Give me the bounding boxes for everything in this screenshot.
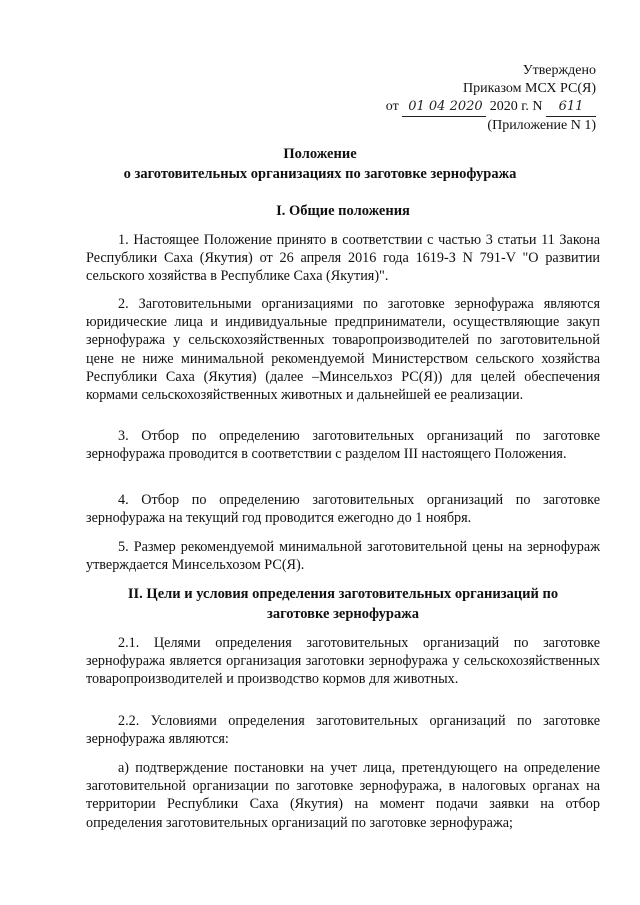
approval-line-approved: Утверждено [522,63,596,78]
paragraph-2: 2. Заготовительными организациями по заготовке зернофуража являются юридические лица и индивидуальные предприниматели, осуществляющие закуп зернофуража у сельскохозяйственных товаропроизводителей по заготовительной цене не ниже минимальной рекомендуемой Министерством сельского хозяйства Республики Саха (Якутия) (далее –Минсельхоз РС(Я)) для целей обеспечения кормами сельскохозяйственных животных и дальнейшей ее реализации. [86,296,600,404]
handwritten-order-number: 611 [546,98,596,117]
paragraph-3: 3. Отбор по определению заготовительных организаций по заготовке зернофуража проводится в соответствии с разделом III настоящего Положения. [86,428,600,463]
section-1-heading: I. Общие положения [276,203,410,219]
document-subtitle: о заготовительных организациях по заготовке зернофуража [123,166,517,182]
handwritten-date: 01 04 2020 [402,98,486,117]
paragraph-2-2-a: а) подтверждение постановки на учет лица, претендующего на определение заготовительной организации по заготовке зернофуража, в налоговых органах на территории Республики Саха (Якутия) на момент подачи заявки на отбор определения заготовительных организаций по заготовке зернофуража; [86,760,600,831]
approval-ot-label: от [385,99,399,114]
section-2-heading-line-2: заготовке зернофуража [267,606,419,622]
document-title: Положение [283,146,357,162]
section-2-heading-line-1: II. Цели и условия определения заготовительных организаций по [127,586,559,602]
approval-line-order: Приказом МСХ РС(Я) [463,81,596,96]
paragraph-2-2: 2.2. Условиями определения заготовительных организаций по заготовке зернофуража являются: [86,713,600,748]
approval-year-label: 2020 г. N [489,99,543,114]
approval-line-date-number [386,98,596,117]
paragraph-1: 1. Настоящее Положение принято в соответствии с частью 3 статьи 11 Закона Республики Саха (Якутия) от 26 апреля 2016 года 1619-З N 791-V "О развитии сельского хозяйства в Республике Саха (Якутия)". [86,232,600,285]
paragraph-4: 4. Отбор по определению заготовительных организаций по заготовке зернофуража на текущий год проводится ежегодно до 1 ноября. [86,492,600,527]
approval-line-appendix: (Приложение N 1) [487,118,596,133]
paragraph-2-1: 2.1. Целями определения заготовительных организаций по заготовке зернофуража является организация заготовки зернофуража у сельскохозяйственных товаропроизводителей и производство кормов для животных. [86,635,600,688]
paragraph-5: 5. Размер рекомендуемой минимальной заготовительной цены на зернофураж утверждается Минсельхозом РС(Я). [86,539,600,574]
approval-stamp-block [386,62,596,135]
